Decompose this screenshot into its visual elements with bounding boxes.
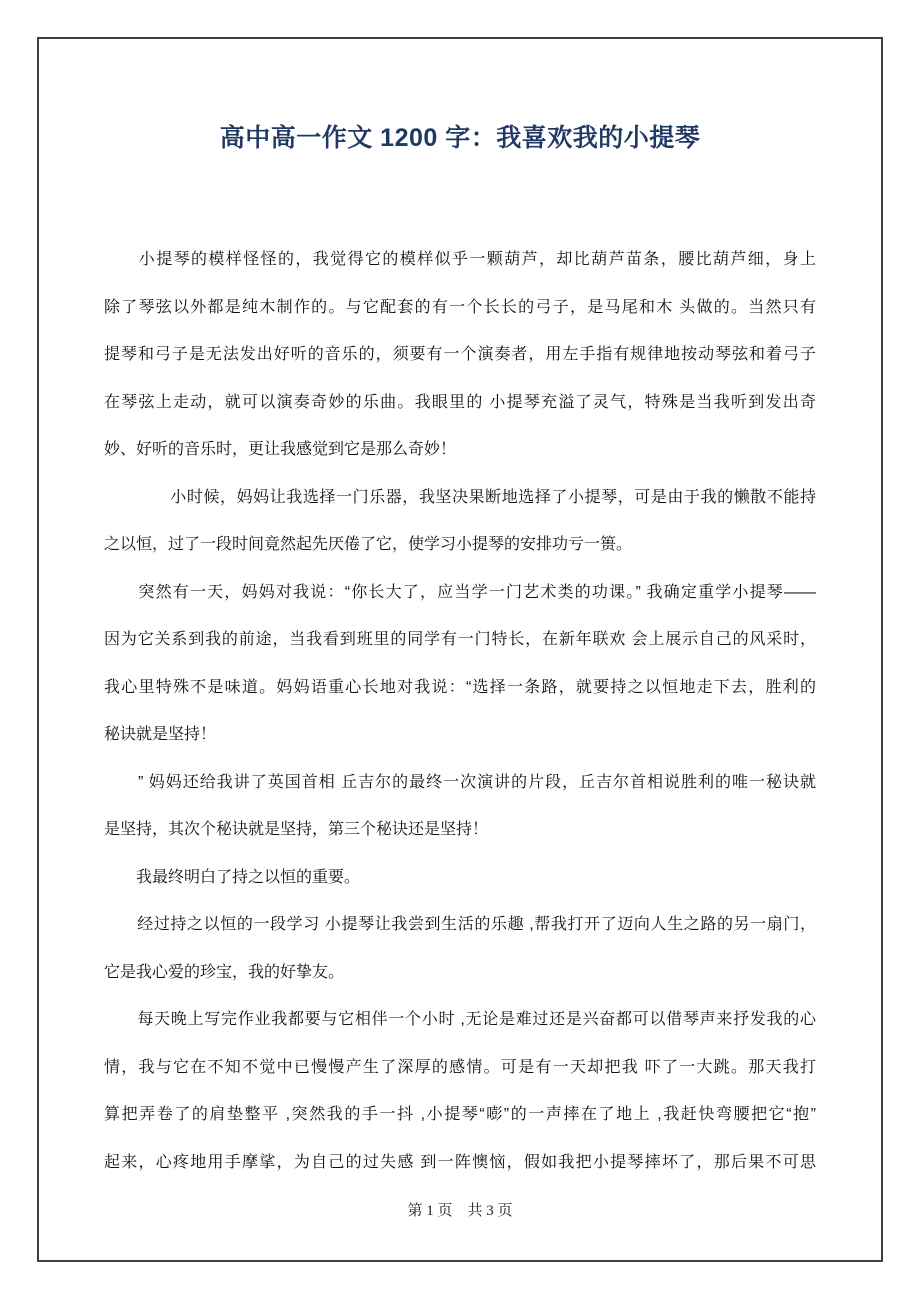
- text-line: 小提琴的模样怪怪的，我觉得它的模样似乎一颗葫芦，却比葫芦苗条，腰比葫芦细，身上: [104, 251, 816, 268]
- text-line: 我心里特殊不是味道。妈妈语重心长地对我说：“选择一条路，就要持之以恒地走下去，胜利的: [104, 678, 816, 696]
- text-line: 起来，心疼地用手摩挲，为自己的过失感 到一阵懊恼，假如我把小提琴摔坏了，那后果不可思: [104, 1153, 816, 1171]
- text-line: 妙、好听的音乐时，更让我感觉到它是那么奇妙！: [104, 441, 457, 458]
- paragraph: [104, 996, 816, 1186]
- text-line: 我最终明白了持之以恒的重要。: [104, 868, 361, 886]
- paragraph: [104, 901, 816, 996]
- text-line: 算把弄卷了的肩垫整平 ,突然我的手一抖 ,小提琴“嘭”的一声摔在了地上 ,我赶快弯腰把它“抱”: [104, 1106, 816, 1123]
- text-line: 突然有一天，妈妈对我说：“你长大了，应当学一门艺术类的功课。” 我确定重学小提琴——: [104, 583, 816, 601]
- text-line: 秘诀就是坚持！: [104, 726, 217, 743]
- text-line: 小时候，妈妈让我选择一门乐器，我坚决果断地选择了小提琴，可是由于我的懒散不能持: [104, 488, 816, 506]
- page-footer: [0, 1199, 920, 1220]
- text-line: 在琴弦上走动，就可以演奏奇妙的乐曲。我眼里的 小提琴充溢了灵气，特殊是当我听到发出奇: [104, 393, 816, 411]
- text-line: 情，我与它在不知不觉中已慢慢产生了深厚的感情。可是有一天却把我 吓了一大跳。那天我打: [104, 1058, 816, 1076]
- page-number-label: 第 1 页 共 3 页: [407, 1203, 513, 1219]
- text-line: 经过持之以恒的一段学习 小提琴让我尝到生活的乐趣 ,帮我打开了迈向人生之路的另一扇门，: [104, 916, 816, 933]
- paragraph: [104, 474, 816, 569]
- text-line: 提琴和弓子是无法发出好听的音乐的，须要有一个演奏者，用左手指有规律地按动琴弦和着弓子: [104, 346, 816, 363]
- paragraph: [104, 569, 816, 759]
- text-line: 之以恒，过了一段时间竟然起先厌倦了它，使学习小提琴的安排功亏一篑。: [104, 536, 633, 553]
- document-title: 高中高一作文 1200 字：我喜欢我的小提琴: [219, 124, 701, 152]
- text-line: ” 妈妈还给我讲了英国首相 丘吉尔的最终一次演讲的片段，丘吉尔首相说胜利的唯一秘诀就: [104, 773, 816, 791]
- text-line: 每天晚上写完作业我都要与它相伴一个小时 ,无论是难过还是兴奋都可以借琴声来抒发我的心: [104, 1011, 816, 1028]
- text-line: 因为它关系到我的前途，当我看到班里的同学有一门特长，在新年联欢 会上展示自己的风采时，: [104, 631, 816, 648]
- paragraph: [104, 759, 816, 854]
- paragraph: [104, 854, 816, 902]
- text-line: 是坚持，其次个秘诀就是坚持，第三个秘诀还是坚持！: [104, 821, 489, 838]
- paragraph: [104, 236, 816, 474]
- text-line: 它是我心爱的珍宝，我的好挚友。: [104, 963, 345, 981]
- text-line: 除了琴弦以外都是纯木制作的。与它配套的有一个长长的弓子，是马尾和木 头做的。当然只有: [104, 298, 816, 316]
- document-body: [104, 236, 816, 1186]
